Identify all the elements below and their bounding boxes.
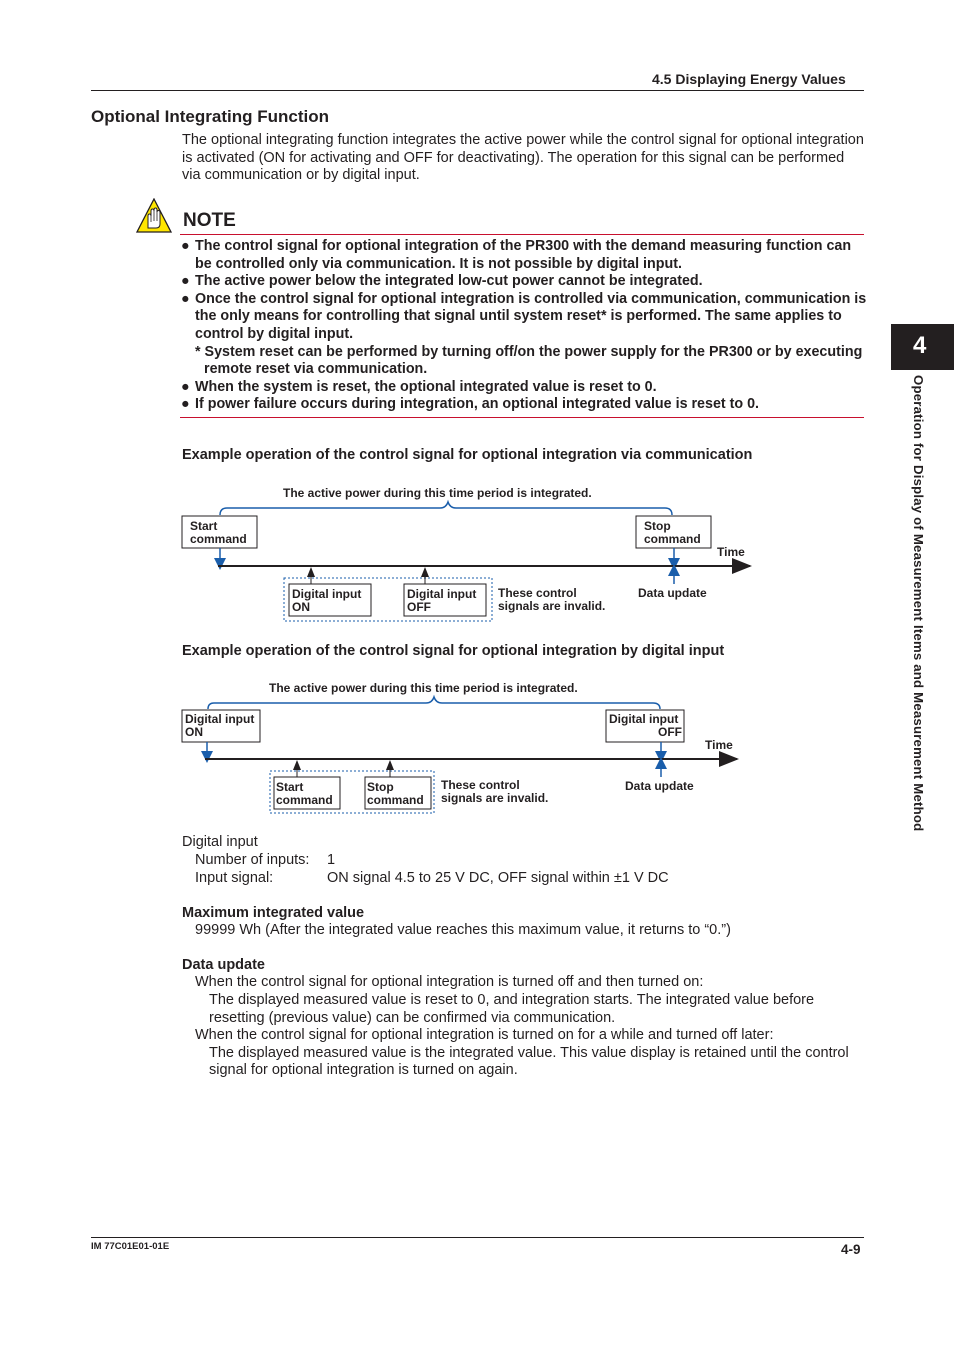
chapter-side-title <box>906 375 932 865</box>
note-item <box>181 379 867 397</box>
inputs-value: 1 <box>327 851 336 868</box>
chapter-side-title-text: Operation for Display of Measurement Items and Measurement Method <box>911 375 926 832</box>
data-update-case1: When the control signal for optional integration is turned off and then turned on: <box>195 974 704 991</box>
start-label-2: ON <box>185 725 203 739</box>
signal-label: Input signal: <box>195 869 274 886</box>
spec-section <box>182 834 862 1080</box>
note-footnote: * System reset can be performed by turning off/on the power supply for the PR300 or by executing remote reset via communication. <box>195 343 863 378</box>
invalid1-label-1: Digital input <box>292 587 362 601</box>
example1-timing-diagram <box>170 480 770 640</box>
integration-span-brace <box>208 697 660 709</box>
note-rule-bottom <box>180 417 864 418</box>
header-rule <box>91 90 864 91</box>
max-value-text: 99999 Wh (After the integrated value reaches this maximum value, it returns to “0.”) <box>195 922 731 939</box>
intro-paragraph: The optional integrating function integrates the active power while the control signal for optional integration is activated (ON for activating and OFF for deactivating). The operation for this signal can be performed via communication or by digital input. <box>182 132 864 184</box>
note-item <box>181 396 867 414</box>
page-number: 4-9 <box>841 1242 861 1257</box>
document-id: IM 77C01E01-01E <box>91 1241 170 1252</box>
data-update-label: Data update <box>625 779 694 793</box>
invalid2-label-2: OFF <box>407 600 431 614</box>
data-update-title: Data update <box>182 956 265 973</box>
data-update-case2: When the control signal for optional integration is turned on for a while and turned off later: <box>195 1027 774 1044</box>
caution-hand-icon <box>136 198 172 234</box>
start-label-2: command <box>190 532 247 546</box>
signal-value: ON signal 4.5 to 25 V DC, OFF signal within ±1 V DC <box>327 869 669 886</box>
span-label: The active power during this time period is integrated. <box>269 681 578 695</box>
integration-span-brace <box>220 502 672 515</box>
invalid1-label-1: Start <box>276 780 304 794</box>
bullet-icon: ● <box>181 273 190 290</box>
running-header: 4.5 Displaying Energy Values <box>652 71 846 87</box>
example2-timing-diagram <box>170 675 770 835</box>
note-item <box>181 273 867 291</box>
invalid-note-1: These control <box>498 586 577 600</box>
bullet-icon: ● <box>181 238 190 254</box>
stop-label-2: OFF <box>658 725 682 739</box>
note-item <box>181 291 867 344</box>
data-update-label: Data update <box>638 586 707 600</box>
invalid-note-1: These control <box>441 778 520 792</box>
stop-label-2: command <box>644 532 701 546</box>
invalid2-label-1: Digital input <box>407 587 477 601</box>
time-label: Time <box>705 738 733 752</box>
footer-rule <box>91 1237 864 1238</box>
note-item-text: The control signal for optional integration of the PR300 with the demand measuring function can be controlled only via communication. It is not possible by digital input. <box>195 238 852 272</box>
invalid1-label-2: command <box>276 793 333 807</box>
invalid2-label-2: command <box>367 793 424 807</box>
max-value-title: Maximum integrated value <box>182 904 365 921</box>
note-item-text: The active power below the integrated low-cut power cannot be integrated. <box>195 273 703 290</box>
note-list <box>181 238 867 414</box>
span-label: The active power during this time period is integrated. <box>283 486 592 500</box>
note-item-text: If power failure occurs during integration, an optional integrated value is reset to 0. <box>195 396 760 413</box>
signal-row <box>182 870 862 888</box>
bullet-icon: ● <box>181 290 190 307</box>
inputs-row <box>182 852 862 870</box>
data-update-case1-detail: The displayed measured value is reset to 0, and integration starts. The integrated value before resetting (previous value) can be confirmed via communication. <box>209 991 815 1026</box>
digital-input-title: Digital input <box>182 834 258 850</box>
start-label-1: Digital input <box>185 712 255 726</box>
data-update-case2-detail: The displayed measured value is the integrated value. This value display is retained until the control signal for optional integration is turned on again. <box>209 1044 849 1079</box>
chapter-tab <box>891 324 954 370</box>
invalid-note-2: signals are invalid. <box>441 791 549 805</box>
note-item <box>181 238 867 273</box>
note-title: NOTE <box>183 210 236 231</box>
invalid2-label-1: Stop <box>367 780 394 794</box>
invalid1-label-2: ON <box>292 600 310 614</box>
note-item-text: When the system is reset, the optional integrated value is reset to 0. <box>195 378 657 395</box>
section-title: Optional Integrating Function <box>91 107 329 126</box>
chapter-number: 4 <box>913 332 927 359</box>
example2-heading: Example operation of the control signal for optional integration by digital input <box>182 643 725 659</box>
start-label-1: Start <box>190 519 218 533</box>
bullet-icon: ● <box>181 396 190 413</box>
note-rule-top <box>180 234 864 235</box>
note-item-text: Once the control signal for optional integration is controlled via communication, communication is the only means for controlling that signal until system reset* is performed. The same applies to control by digital input. <box>195 290 867 342</box>
bullet-icon: ● <box>181 378 190 395</box>
invalid-note-2: signals are invalid. <box>498 599 606 613</box>
time-label: Time <box>717 545 745 559</box>
inputs-label: Number of inputs: <box>195 851 310 868</box>
example1-heading: Example operation of the control signal for optional integration via communication <box>182 447 753 463</box>
stop-label-1: Digital input <box>609 712 679 726</box>
stop-label-1: Stop <box>644 519 671 533</box>
